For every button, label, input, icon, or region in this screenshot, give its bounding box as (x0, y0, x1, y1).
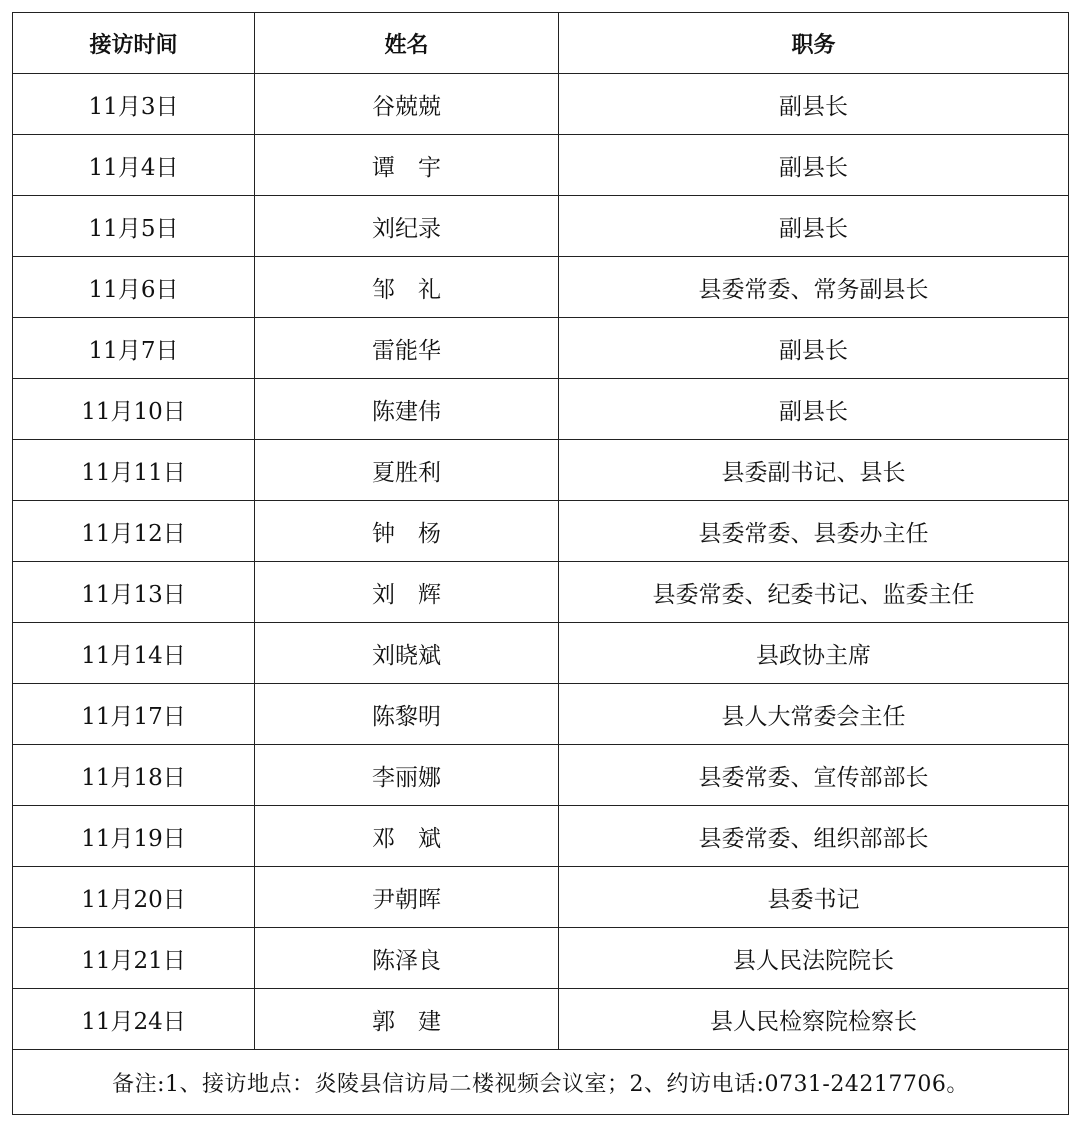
header-name: 姓名 (255, 13, 559, 74)
name-cell: 陈泽良 (255, 928, 559, 989)
table-row (13, 745, 1069, 806)
note-row (13, 1050, 1069, 1115)
table-row (13, 623, 1069, 684)
position-cell: 县人民检察院检察长 (559, 989, 1069, 1050)
name-cell: 陈建伟 (255, 379, 559, 440)
name-cell: 谷兢兢 (255, 74, 559, 135)
date-cell: 11月3日 (13, 74, 255, 135)
table-row (13, 379, 1069, 440)
table-row (13, 928, 1069, 989)
name-cell: 尹朝晖 (255, 867, 559, 928)
table-row (13, 318, 1069, 379)
table-row (13, 440, 1069, 501)
position-cell: 县委常委、宣传部部长 (559, 745, 1069, 806)
position-cell: 副县长 (559, 196, 1069, 257)
header-row (13, 13, 1069, 74)
table-row (13, 806, 1069, 867)
table-row (13, 684, 1069, 745)
name-cell: 郭 建 (255, 989, 559, 1050)
date-cell: 11月10日 (13, 379, 255, 440)
header-date: 接访时间 (13, 13, 255, 74)
name-cell: 刘 辉 (255, 562, 559, 623)
position-cell: 县政协主席 (559, 623, 1069, 684)
name-cell: 刘晓斌 (255, 623, 559, 684)
date-cell: 11月24日 (13, 989, 255, 1050)
date-cell: 11月13日 (13, 562, 255, 623)
table-row (13, 562, 1069, 623)
name-cell: 邹 礼 (255, 257, 559, 318)
position-cell: 县委常委、常务副县长 (559, 257, 1069, 318)
position-cell: 县委常委、县委办主任 (559, 501, 1069, 562)
date-cell: 11月7日 (13, 318, 255, 379)
name-cell: 陈黎明 (255, 684, 559, 745)
date-cell: 11月18日 (13, 745, 255, 806)
name-cell: 雷能华 (255, 318, 559, 379)
date-cell: 11月11日 (13, 440, 255, 501)
name-cell: 李丽娜 (255, 745, 559, 806)
table-row (13, 135, 1069, 196)
date-cell: 11月20日 (13, 867, 255, 928)
table-body (13, 74, 1069, 1050)
name-cell: 邓 斌 (255, 806, 559, 867)
date-cell: 11月6日 (13, 257, 255, 318)
position-cell: 县委常委、组织部部长 (559, 806, 1069, 867)
table-row (13, 989, 1069, 1050)
position-cell: 副县长 (559, 135, 1069, 196)
table-row (13, 196, 1069, 257)
position-cell: 副县长 (559, 74, 1069, 135)
position-cell: 县委书记 (559, 867, 1069, 928)
date-cell: 11月4日 (13, 135, 255, 196)
name-cell: 夏胜利 (255, 440, 559, 501)
date-cell: 11月14日 (13, 623, 255, 684)
table-row (13, 867, 1069, 928)
table-row (13, 74, 1069, 135)
date-cell: 11月19日 (13, 806, 255, 867)
position-cell: 副县长 (559, 379, 1069, 440)
position-cell: 县人大常委会主任 (559, 684, 1069, 745)
date-cell: 11月21日 (13, 928, 255, 989)
table-row (13, 257, 1069, 318)
reception-schedule-table (12, 12, 1069, 1115)
name-cell: 谭 宇 (255, 135, 559, 196)
name-cell: 钟 杨 (255, 501, 559, 562)
date-cell: 11月5日 (13, 196, 255, 257)
header-position: 职务 (559, 13, 1069, 74)
table-row (13, 501, 1069, 562)
position-cell: 副县长 (559, 318, 1069, 379)
name-cell: 刘纪录 (255, 196, 559, 257)
note-text: 备注:1、接访地点：炎陵县信访局二楼视频会议室；2、约访电话:0731-24217706。 (13, 1050, 1069, 1115)
position-cell: 县委副书记、县长 (559, 440, 1069, 501)
date-cell: 11月17日 (13, 684, 255, 745)
position-cell: 县人民法院院长 (559, 928, 1069, 989)
date-cell: 11月12日 (13, 501, 255, 562)
position-cell: 县委常委、纪委书记、监委主任 (559, 562, 1069, 623)
